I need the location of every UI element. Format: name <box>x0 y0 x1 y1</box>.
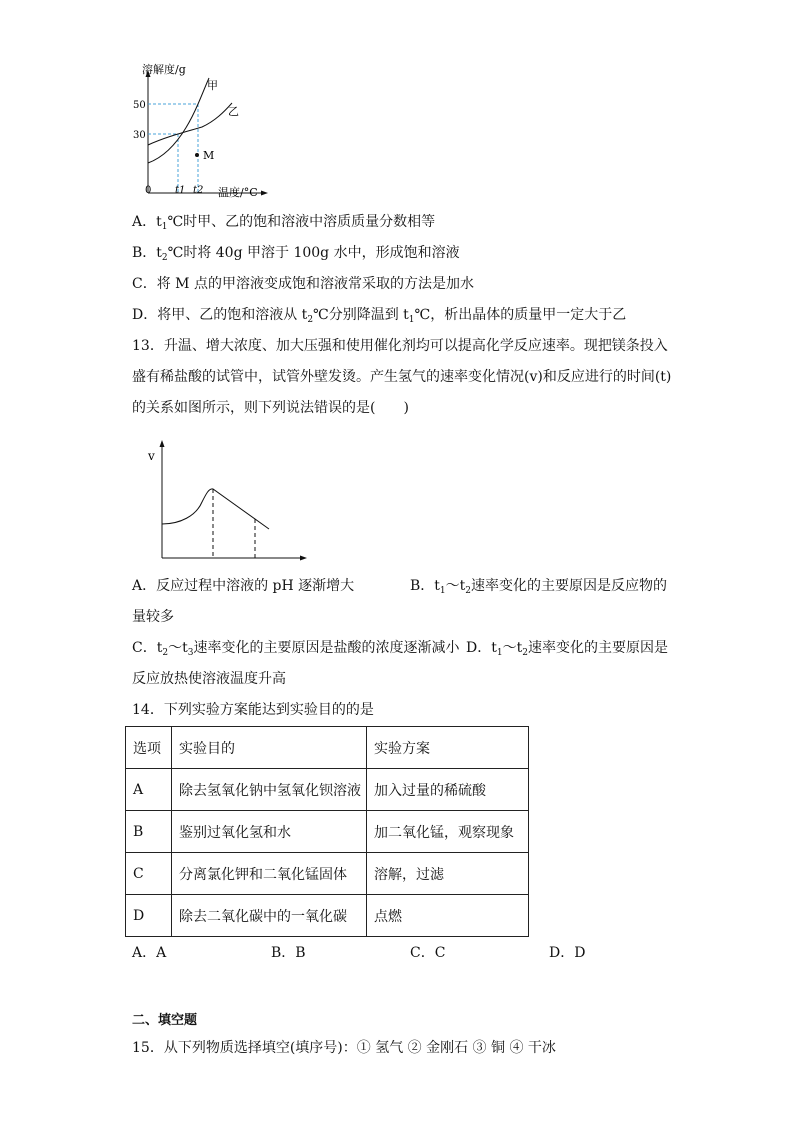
curve-jia-label: 甲 <box>207 79 218 92</box>
y-tick-30: 30 <box>133 130 146 141</box>
v-axis-label: v <box>148 449 155 463</box>
cell-purpose: 分离氯化钾和二氧化锰固体 <box>172 853 367 895</box>
q12-option-b: B．$t_2℃$时将 40g 甲溶于 100g 水中，形成饱和溶液 <box>132 245 460 263</box>
cell-purpose: 鉴别过氧化氢和水 <box>172 811 367 853</box>
v-axis-arrow <box>160 440 165 447</box>
table-row <box>126 895 529 937</box>
q14-stem: 14．下列实验方案能达到实验目的的是 <box>132 702 374 718</box>
q13-option-d: D．$t_1\sim t_2$速率变化的主要原因是 <box>466 640 668 658</box>
x-tick-t2: t2 <box>193 185 204 196</box>
cell-option: C <box>126 853 172 895</box>
q14-choice-c: C．C <box>410 945 446 961</box>
q12-option-c: C．将 M 点的甲溶液变成饱和溶液常采取的方法是加水 <box>132 276 474 292</box>
x-axis-label: 温度/°C <box>218 186 258 199</box>
x-tick-t1: t1 <box>175 185 186 196</box>
cell-purpose: 除去氢氧化钠中氢氧化钡溶液 <box>172 769 367 811</box>
q13-option-b-cont: 量较多 <box>132 609 174 625</box>
section-title: 二、填空题 <box>132 1013 198 1028</box>
y-tick-50: 50 <box>133 100 146 111</box>
header-option: 选项 <box>126 727 172 769</box>
cell-option: D <box>126 895 172 937</box>
q13-stem-line2: 盛有稀盐酸的试管中，试管外壁发烫。产生氢气的速率变化情况(v)和反应进行的时间(t) <box>132 369 672 385</box>
curve-yi <box>148 103 232 145</box>
q13-option-c: C．$t_2\sim t_3$速率变化的主要原因是盐酸的浓度逐渐减小 <box>132 640 460 658</box>
rate-graph <box>140 432 320 572</box>
table-row <box>126 769 529 811</box>
q12-option-a: A．$t_1℃$时甲、乙的饱和溶液中溶质质量分数相等 <box>132 214 436 232</box>
q13-stem-line1: 13．升温、增大浓度、加大压强和使用催化剂均可以提高化学反应速率。现把镁条投入 <box>132 338 668 354</box>
rate-curve <box>162 489 269 529</box>
solubility-graph <box>130 60 280 205</box>
cell-plan: 点燃 <box>367 895 529 937</box>
cell-option: B <box>126 811 172 853</box>
cell-option: A <box>126 769 172 811</box>
curve-yi-label: 乙 <box>228 105 239 118</box>
q13-option-d-cont: 反应放热使溶液温度升高 <box>132 671 286 687</box>
origin-label: 0 <box>145 185 152 196</box>
header-plan: 实验方案 <box>367 727 529 769</box>
table-header-row <box>126 727 529 769</box>
q13-option-a: A．反应过程中溶液的 pH 逐渐增大 <box>132 578 355 594</box>
experiment-table <box>125 726 529 937</box>
x-axis-arrow <box>261 191 268 196</box>
cell-purpose: 除去二氧化碳中的一氧化碳 <box>172 895 367 937</box>
table-row <box>126 811 529 853</box>
q14-choice-a: A．A <box>132 945 167 961</box>
q13-option-b: B．$t_1\sim t_2$速率变化的主要原因是反应物的 <box>410 578 668 596</box>
q14-choice-b: B．B <box>271 945 306 961</box>
cell-plan: 溶解，过滤 <box>367 853 529 895</box>
t-axis-arrow <box>300 556 307 561</box>
cell-plan: 加二氧化锰，观察现象 <box>367 811 529 853</box>
table-row <box>126 853 529 895</box>
q15-stem: 15．从下列物质选择填空(填序号)：① 氢气 ② 金刚石 ③ 铜 ④ 干冰 <box>132 1040 556 1056</box>
header-purpose: 实验目的 <box>172 727 367 769</box>
q12-option-d: D．将甲、乙的饱和溶液从 $t_2℃$分别降温到 $t_1℃$，析出晶体的质量甲一定大于乙 <box>132 307 627 325</box>
point-m <box>195 153 199 157</box>
q14-choice-d: D．D <box>549 945 586 961</box>
point-m-label: M <box>203 149 215 162</box>
q13-stem-line3: 的关系如图所示，则下列说法错误的是( ) <box>132 400 409 416</box>
cell-plan: 加入过量的稀硫酸 <box>367 769 529 811</box>
y-axis-label: 溶解度/g <box>142 63 186 76</box>
